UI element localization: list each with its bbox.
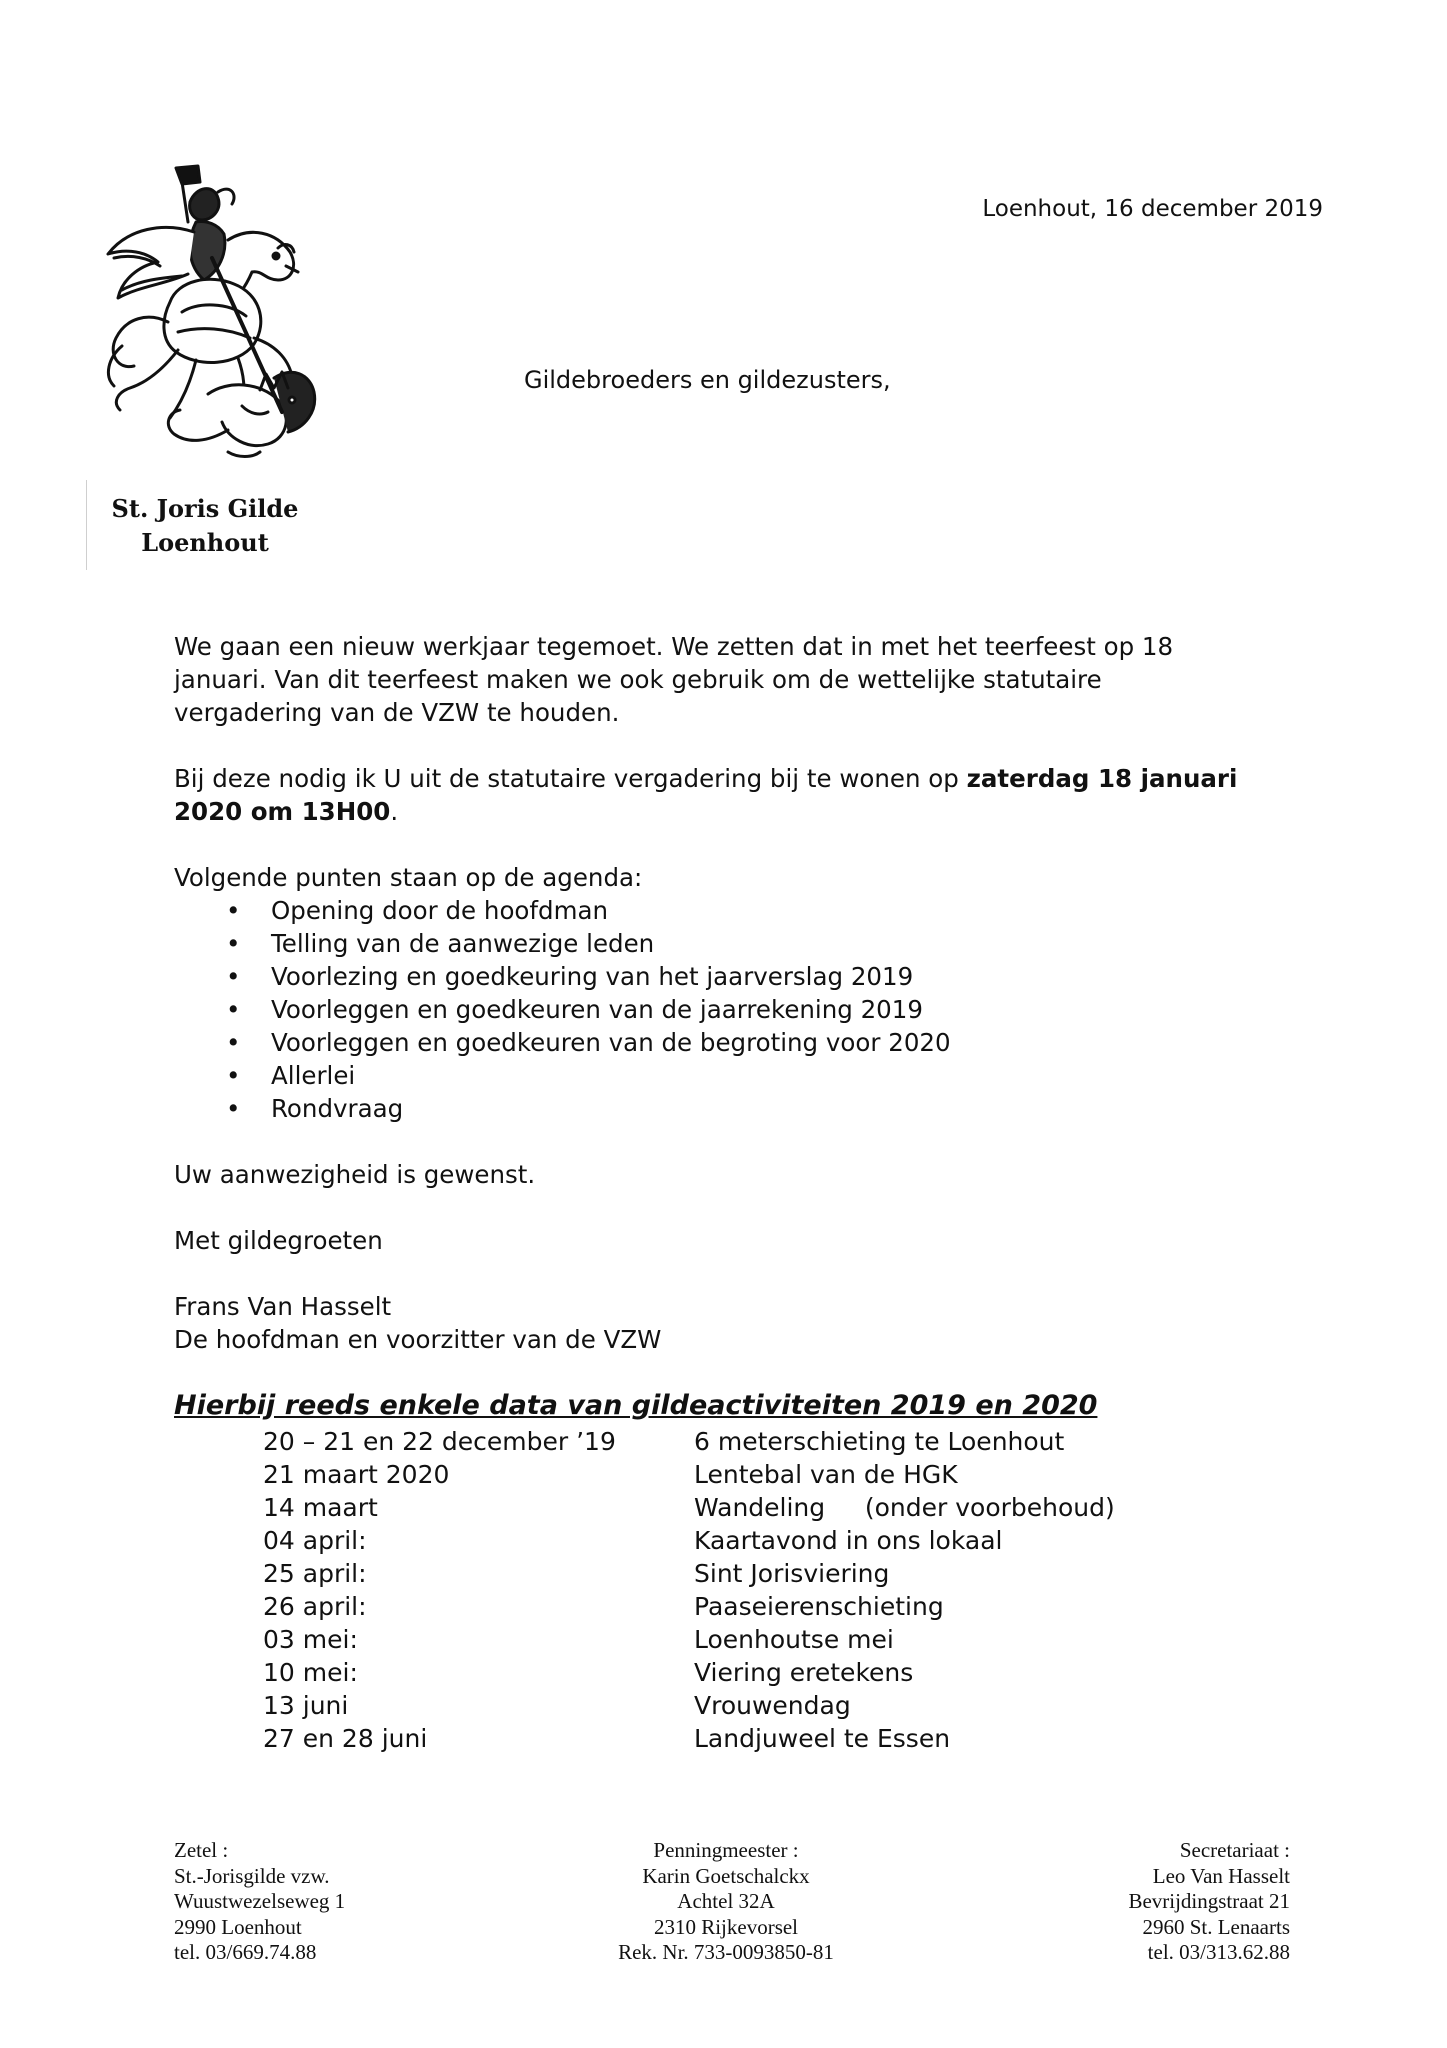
- activity-desc: 6 meterschieting te Loenhout: [694, 1427, 1065, 1456]
- activity-row: [263, 1557, 1115, 1590]
- footer-treasurer-line: Achtel 32A: [677, 1889, 775, 1913]
- footer-secretariat-line: 2960 St. Lenaarts: [1142, 1914, 1290, 1939]
- agenda-item-text: Opening door de hoofdman: [271, 896, 609, 925]
- activity-date: 13 juni: [263, 1691, 349, 1720]
- agenda-item-text: Rondvraag: [271, 1094, 404, 1123]
- activity-date: 26 april:: [263, 1592, 367, 1621]
- agenda-item-text: Voorleggen en goedkeuren van de begroting voor 2020: [271, 1028, 951, 1057]
- activity-date: 25 april:: [263, 1559, 367, 1588]
- agenda-item: [174, 1092, 1294, 1125]
- activity-row: [263, 1524, 1115, 1557]
- agenda-item: [174, 960, 1294, 993]
- signer-name: Frans Van Hasselt: [174, 1292, 392, 1321]
- activity-row: [263, 1623, 1115, 1656]
- st-george-dragon-icon: [78, 162, 328, 462]
- activity-date: 14 maart: [263, 1493, 378, 1522]
- activity-date: 27 en 28 juni: [263, 1724, 428, 1753]
- footer-seat-line: tel. 03/669.74.88: [174, 1940, 317, 1964]
- activity-row: [263, 1458, 1115, 1491]
- activity-desc: Vrouwendag: [694, 1691, 851, 1720]
- activity-desc: Kaartavond in ons lokaal: [694, 1526, 1003, 1555]
- footer-seat-line: St.-Jorisgilde vzw.: [174, 1863, 330, 1888]
- invitation-period: .: [390, 797, 399, 826]
- guild-logo: [78, 162, 328, 462]
- paragraph-intro-line-1: We gaan een nieuw werkjaar tegemoet. We zetten dat in met het teerfeest op 18: [174, 632, 1174, 661]
- agenda-item: [174, 993, 1294, 1026]
- agenda-item: [174, 894, 1294, 927]
- signature: [174, 1290, 1294, 1356]
- footer-seat-line: Zetel :: [174, 1838, 229, 1862]
- invitation-time-bold: 2020 om 13H00: [174, 797, 391, 826]
- activity-desc: Sint Jorisviering: [694, 1559, 890, 1588]
- invitation-text: Bij deze nodig ik U uit de statutaire vergadering bij te wonen op: [174, 764, 967, 793]
- activity-desc: Viering eretekens: [694, 1658, 914, 1687]
- agenda-list: [174, 894, 1294, 1125]
- activity-row: [263, 1425, 1115, 1458]
- paragraph-intro: [174, 630, 1294, 729]
- footer-treasurer-line: 2310 Rijkevorsel: [653, 1914, 799, 1939]
- footer-seat-line: Wuustwezelseweg 1: [174, 1889, 346, 1913]
- guild-name-line-2: Loenhout: [141, 528, 269, 557]
- salutation: Gildebroeders en gildezusters,: [524, 366, 891, 394]
- bullet-icon: •: [226, 1028, 241, 1057]
- invitation-date-bold: zaterdag 18 januari: [966, 764, 1238, 793]
- bullet-icon: •: [226, 896, 241, 925]
- guild-name-line-1: St. Joris Gilde: [111, 494, 299, 523]
- footer-treasurer-line: Penningmeester :: [653, 1838, 799, 1862]
- activity-date: 04 april:: [263, 1526, 367, 1555]
- activity-row: [263, 1722, 1115, 1755]
- footer-secretariat-line: tel. 03/313.62.88: [1147, 1940, 1290, 1964]
- activity-date: 03 mei:: [263, 1625, 358, 1654]
- agenda-item-text: Voorleggen en goedkeuren van de jaarrekening 2019: [271, 995, 923, 1024]
- activity-desc: Lentebal van de HGK: [694, 1460, 958, 1489]
- bullet-icon: •: [226, 962, 241, 991]
- activities-table: [263, 1425, 1115, 1755]
- signer-title: De hoofdman en voorzitter van de VZW: [174, 1325, 662, 1354]
- activity-desc: Landjuweel te Essen: [694, 1724, 951, 1753]
- agenda-item: [174, 1026, 1294, 1059]
- footer-seat-line: 2990 Loenhout: [174, 1914, 302, 1939]
- activity-desc: Loenhoutse mei: [694, 1625, 894, 1654]
- footer-treasurer-line: Karin Goetschalckx: [642, 1863, 810, 1888]
- activity-date: 21 maart 2020: [263, 1460, 450, 1489]
- paragraph-intro-line-3: vergadering van de VZW te houden.: [174, 698, 620, 727]
- paragraph-invitation: [174, 762, 1294, 828]
- logo-divider: [86, 480, 87, 570]
- letter-body: [174, 630, 1294, 1356]
- footer-secretariat-line: Leo Van Hasselt: [1152, 1863, 1290, 1888]
- activity-row: [263, 1590, 1115, 1623]
- agenda-item: [174, 927, 1294, 960]
- agenda-item: [174, 1059, 1294, 1092]
- bullet-icon: •: [226, 1094, 241, 1123]
- activity-desc: Paaseierenschieting: [694, 1592, 944, 1621]
- activity-desc: Wandeling (onder voorbehoud): [694, 1493, 1115, 1522]
- presence-note: Uw aanwezigheid is gewenst.: [174, 1160, 536, 1189]
- agenda-item-text: Allerlei: [271, 1061, 356, 1090]
- activity-date: 20 – 21 en 22 december ’19: [263, 1427, 616, 1456]
- bullet-icon: •: [226, 929, 241, 958]
- footer-seat: [174, 1838, 345, 1966]
- activity-row: [263, 1689, 1115, 1722]
- footer-secretariat: [1128, 1838, 1290, 1966]
- agenda-intro: Volgende punten staan op de agenda:: [174, 863, 643, 892]
- footer-secretariat-line: Bevrijdingstraat 21: [1128, 1889, 1290, 1913]
- agenda-item-text: Telling van de aanwezige leden: [271, 929, 655, 958]
- paragraph-intro-line-2: januari. Van dit teerfeest maken we ook gebruik om de wettelijke statutaire: [174, 665, 1102, 694]
- activity-row: [263, 1491, 1115, 1524]
- footer-secretariat-line: Secretariaat :: [1179, 1838, 1290, 1862]
- agenda-item-text: Voorlezing en goedkeuring van het jaarverslag 2019: [271, 962, 914, 991]
- bullet-icon: •: [226, 995, 241, 1024]
- footer-treasurer: [546, 1838, 906, 1966]
- activity-date: 10 mei:: [263, 1658, 358, 1687]
- footer-treasurer-line: Rek. Nr. 733-0093850-81: [618, 1940, 834, 1964]
- bullet-icon: •: [226, 1061, 241, 1090]
- guild-name: [105, 492, 305, 560]
- place-date: Loenhout, 16 december 2019: [982, 196, 1323, 222]
- activity-row: [263, 1656, 1115, 1689]
- closing-greeting: Met gildegroeten: [174, 1226, 383, 1255]
- activities-title: Hierbij reeds enkele data van gildeactiviteiten 2019 en 2020: [174, 1390, 1098, 1421]
